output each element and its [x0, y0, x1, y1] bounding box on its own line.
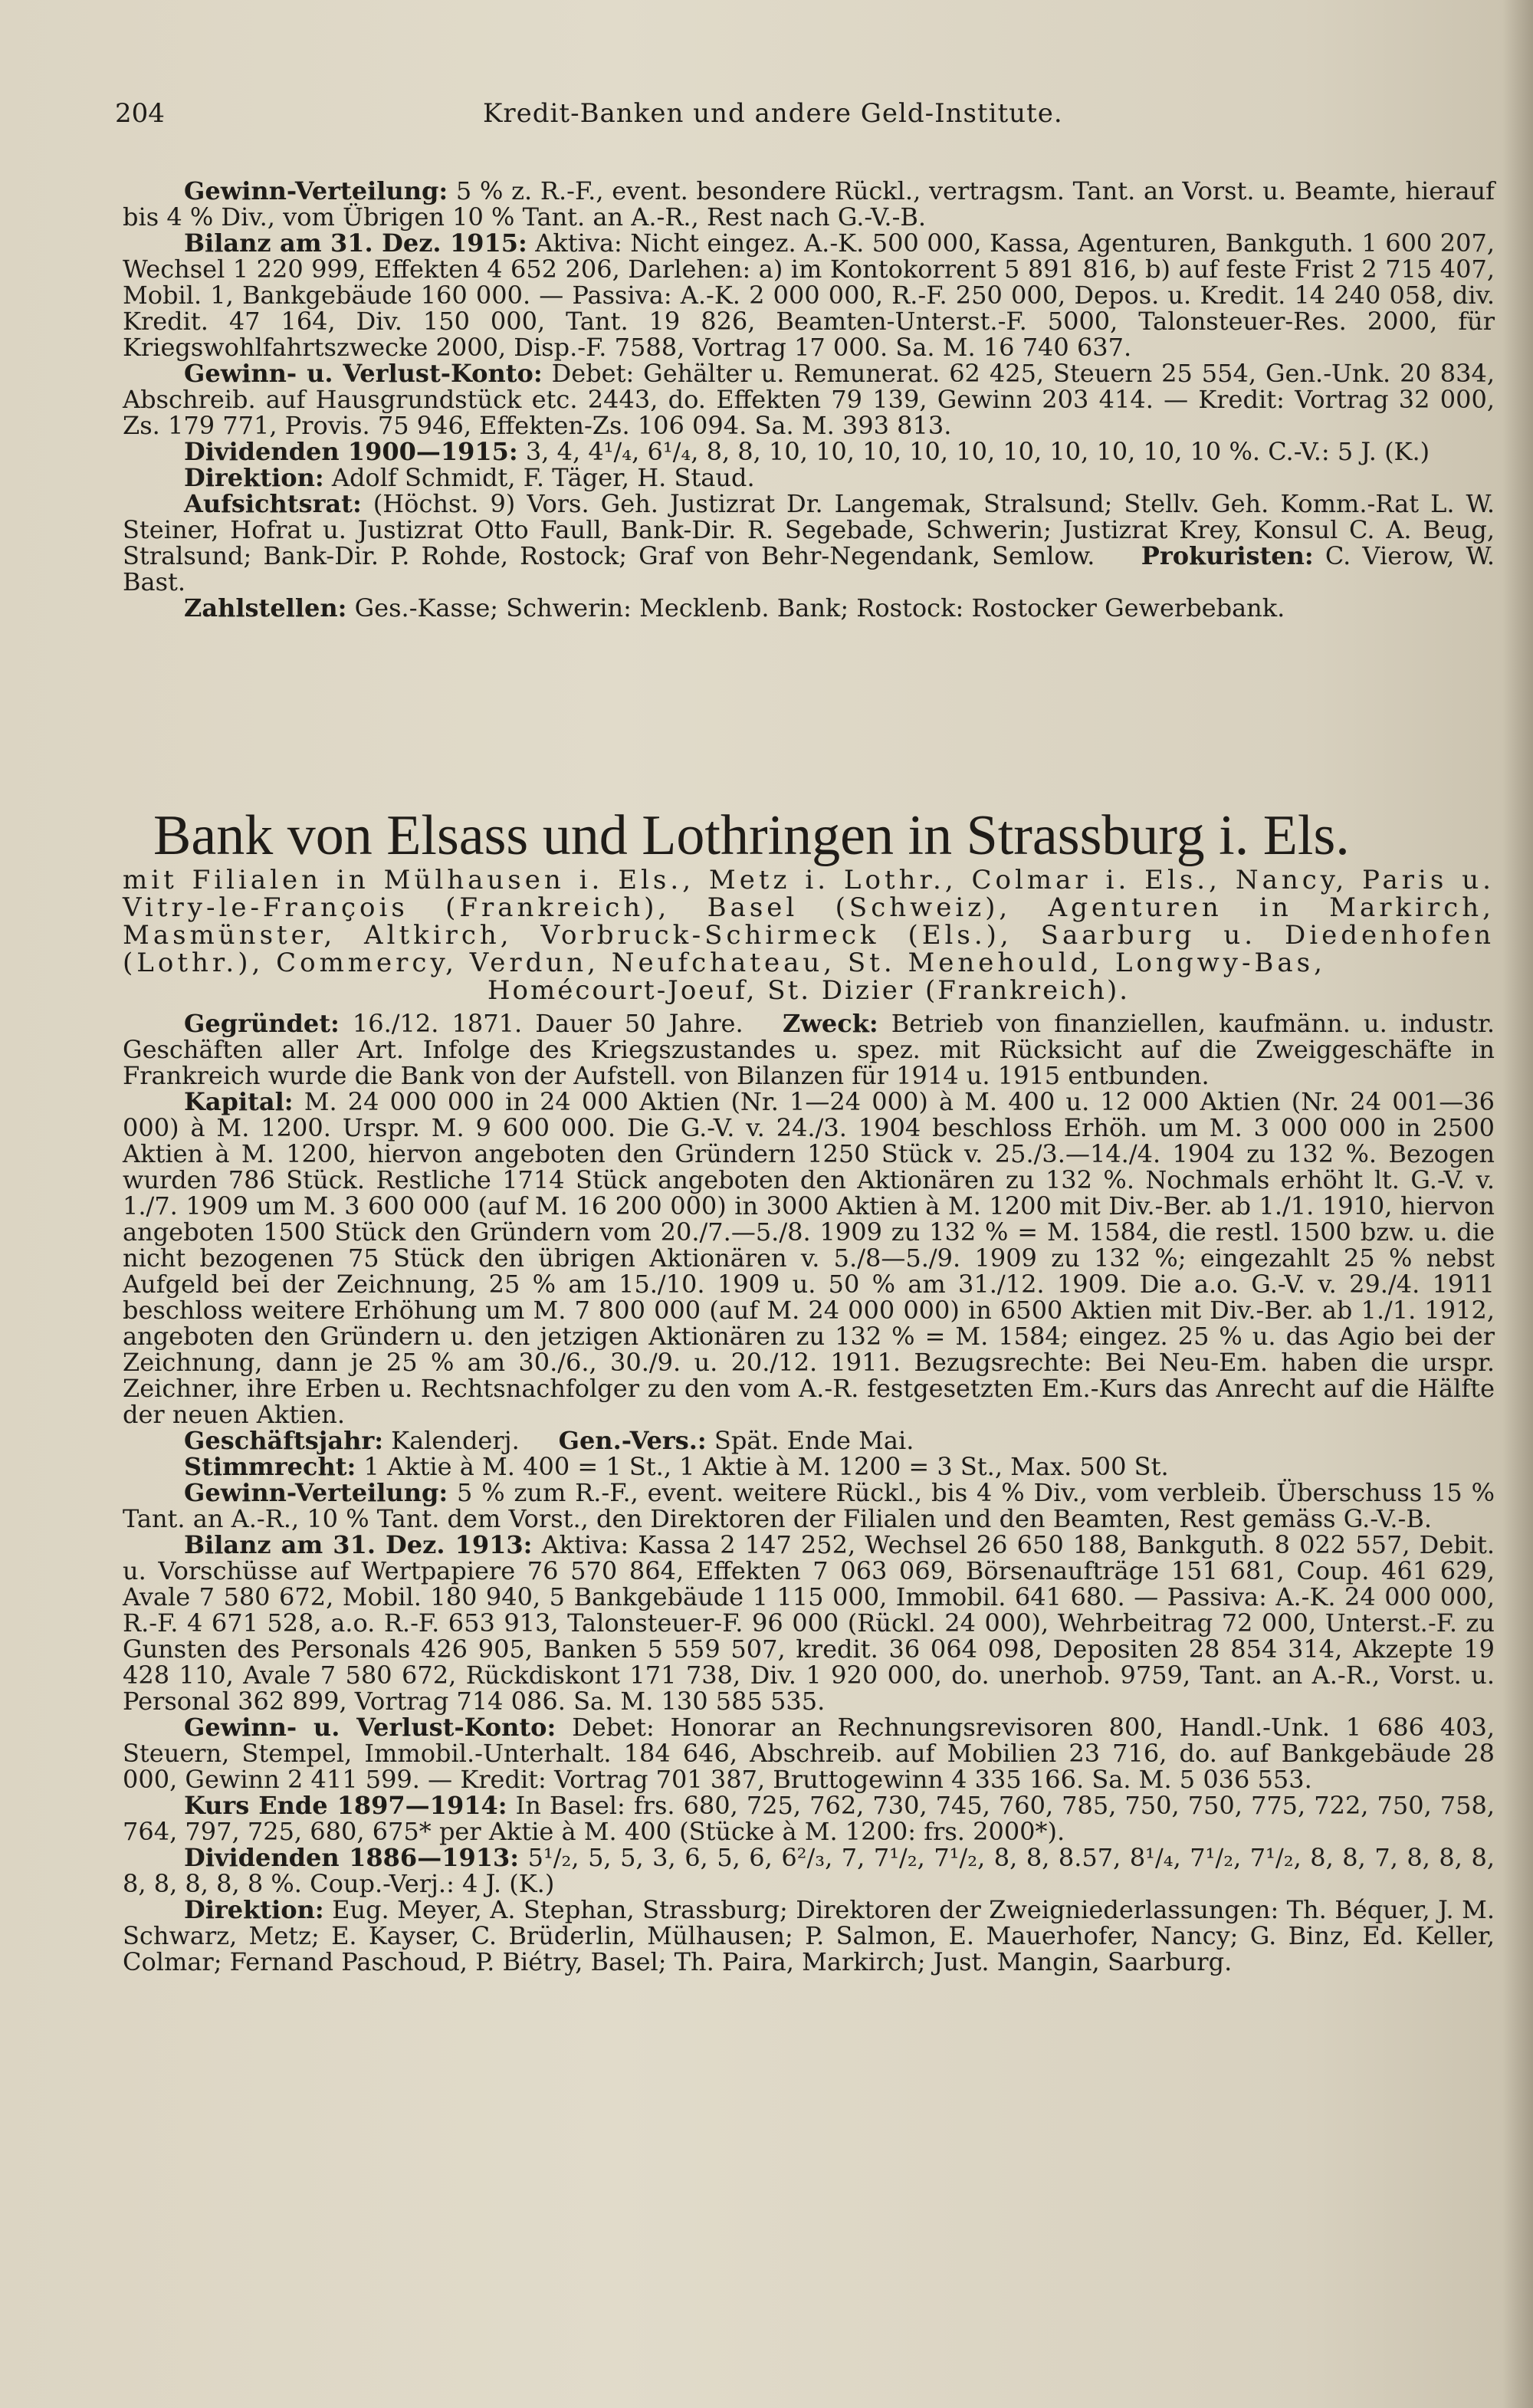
paragraph-dividenden: Dividenden 1900—1915: 3, 4, 4¹/₄, 6¹/₄, 8, 8, 10, 10, 10, 10, 10, 10, 10, 10, 10, 10 %. C.-V.: 5 J. (K.) [184, 437, 1430, 466]
paragraph-gewinn-verteilung-bank: Gewinn-Verteilung: 5 % zum R.-F., event. weitere Rückl., bis 4 % Div., vom verbleib. Überschuss 15 % Tant. an A.-R., 10 % Tant. dem Vorst., den Direktoren der Filialen und den Beamten, Rest gemäss G.-V.-B. [123, 1478, 1495, 1533]
page-edge-shadow [1502, 0, 1533, 2408]
paragraph-direktion-bank: Direktion: Eug. Meyer, A. Stephan, Strassburg; Direktoren der Zweigniederlassungen: Th. Béquer, J. M. Schwarz, Metz; E. Kayser, C. Brüderlin, Mülhausen; P. Salmon, E. Mauerhofer, Nancy; G. Binz, Ed. Keller, Colmar; Fernand Paschoud, P. Biétry, Basel; Th. Paira, Markirch; Just. Mangin, Saarburg. [123, 1895, 1495, 1976]
paragraph-dividenden-bank: Dividenden 1886—1913: 5¹/₂, 5, 5, 3, 6, 5, 6, 6²/₃, 7, 7¹/₂, 7¹/₂, 8, 8, 8.57, 8¹/₄, 7¹/₂, 7¹/₂, 8, 8, 7, 8, 8, 8, 8, 8, 8, 8, 8 %. Coup.-Verj.: 4 J. (K.) [123, 1843, 1495, 1898]
bank-entry [123, 1010, 1495, 1975]
page-header [115, 98, 1495, 136]
bank-branches [123, 866, 1495, 1004]
paragraph-kapital: Kapital: M. 24 000 000 in 24 000 Aktien (Nr. 1—24 000) à M. 400 u. 12 000 Aktien (Nr. 24 001—36 000) à M. 1200. Urspr. M. 9 600 000. Die G.-V. v. 24./3. 1904 beschloss Erhöh. um M. 3 000 000 in 2500 Aktien à M. 1200, hiervon angeboten den Gründern 1250 Stück v. 25./3.—14./4. 1904 zu 132 %. Bezogen wurden 786 Stück. Restliche 1714 Stück angeboten den Aktionären zu 132 %. Nochmals erhöht lt. G.-V. v. 1./7. 1909 um M. 3 600 000 (auf M. 16 200 000) in 3000 Aktien à M. 1200 mit Div.-Ber. ab 1./1. 1910, hiervon angeboten 1500 Stück den Gründern vom 20./7.—5./8. 1909 zu 132 % = M. 1584, die restl. 1500 bzw. u. die nicht bezogenen 75 Stück den übrigen Aktionären v. 5./8—5./9. 1909 zu 132 %; eingezahlt 25 % nebst Aufgeld bei der Zeichnung, 25 % am 15./10. 1909 u. 50 % am 31./12. 1909. Die a.o. G.-V. v. 29./4. 1911 beschloss weitere Erhöhung um M. 7 800 000 (auf M. 24 000 000) in 6500 Aktien mit Div.-Ber. ab 1./1. 1912, angeboten den Gründern u. den jetzigen Aktionären zu 132 % = M. 1584; eingez. 25 % u. das Agio bei der Zeichnung, dann je 25 % am 30./6., 30./9. u. 20./12. 1911. Bezugsrechte: Bei Neu-Em. haben die urspr. Zeichner, ihre Erben u. Rechtsnachfolger zu den vom A.-R. festgesetzten Em.-Kurs das Anrecht auf die Hälfte der neuen Aktien. [123, 1087, 1495, 1429]
branches-last-line: Homécourt-Joeuf, St. Dizier (Frankreich). [487, 975, 1131, 1006]
paragraph-gegruendet: Gegründet: 16./12. 1871. Dauer 50 Jahre. Zweck: Betrieb von finanziellen, kaufmänn. u. industr. Geschäften aller Art. Infolge des Kriegszustandes u. spez. mit Rücksicht auf die Zweiggeschäfte in Frankreich wurde die Bank von der Aufstell. von Bilanzen für 1914 u. 1915 entbunden. [123, 1009, 1495, 1090]
paragraph-geschaeftsjahr: Geschäftsjahr: Kalenderj. Gen.-Vers.: Spät. Ende Mai. [184, 1426, 914, 1455]
paragraph-gewinn-verteilung: Gewinn-Verteilung: 5 % z. R.-F., event. besondere Rückl., vertragsm. Tant. an Vorst. u. Beamte, hierauf bis 4 % Div., vom Übrigen 10 % Tant. an A.-R., Rest nach G.-V.-B. [123, 176, 1495, 232]
bank-title: Bank von Elsass und Lothringen in Strassburg i. Els. [153, 804, 1350, 867]
paragraph-direktion: Direktion: Adolf Schmidt, F. Täger, H. Staud. [184, 463, 755, 492]
previous-entry [123, 178, 1495, 621]
paragraph-kurs: Kurs Ende 1897—1914: In Basel: frs. 680, 725, 762, 730, 745, 760, 785, 750, 750, 775, 722, 750, 758, 764, 797, 725, 680, 675* per Aktie à M. 400 (Stücke à M. 1200: frs. 2000*). [123, 1791, 1495, 1846]
paragraph-stimmrecht: Stimmrecht: 1 Aktie à M. 400 = 1 St., 1 Aktie à M. 1200 = 3 St., Max. 500 St. [184, 1452, 1169, 1481]
page-number: 204 [115, 98, 165, 129]
paragraph-gewinn-verlust: Gewinn- u. Verlust-Konto: Debet: Gehälter u. Remunerat. 62 425, Steuern 25 554, Gen.-Unk. 20 834, Abschreib. auf Hausgrundstück etc. 2443, do. Effekten 79 139, Gewinn 203 414. — Kredit: Vortrag 32 000, Zs. 179 771, Provis. 75 946, Effekten-Zs. 106 094. Sa. M. 393 813. [123, 359, 1495, 440]
paragraph-aufsichtsrat: Aufsichtsrat: (Höchst. 9) Vors. Geh. Justizrat Dr. Langemak, Stralsund; Stellv. Geh. Komm.-Rat L. W. Steiner, Hofrat u. Justizrat Otto Faull, Bank-Dir. R. Segebade, Schwerin; Justizrat Krey, Konsul C. A. Beug, Stralsund; Bank-Dir. P. Rohde, Rostock; Graf von Behr-Negendank, Semlow. Prokuristen: C. Vierow, W. Bast. [123, 489, 1495, 596]
paragraph-bilanz-1915: Bilanz am 31. Dez. 1915: Aktiva: Nicht eingez. A.-K. 500 000, Kassa, Agenturen, Bankguth. 1 600 207, Wechsel 1 220 999, Effekten 4 652 206, Darlehen: a) im Kontokorrent 5 891 816, b) auf feste Frist 2 715 407, Mobil. 1, Bankgebäude 160 000. — Passiva: A.-K. 2 000 000, R.-F. 250 000, Depos. u. Kredit. 14 240 058, div. Kredit. 47 164, Div. 150 000, Tant. 19 826, Beamten-Unterst.-F. 5000, Talonsteuer-Res. 2000, für Kriegswohlfahrtszwecke 2000, Disp.-F. 7588, Vortrag 17 000. Sa. M. 16 740 637. [123, 228, 1495, 362]
paragraph-zahlstellen: Zahlstellen: Ges.-Kasse; Schwerin: Mecklenb. Bank; Rostock: Rostocker Gewerbebank. [184, 593, 1285, 623]
paragraph-gewinn-verlust-bank: Gewinn- u. Verlust-Konto: Debet: Honorar an Rechnungsrevisoren 800, Handl.-Unk. 1 686 403, Steuern, Stempel, Immobil.-Unterhalt. 184 646, Abschreib. auf Mobilien 23 716, do. auf Bankgebäude 28 000, Gewinn 2 411 599. — Kredit: Vortrag 701 387, Bruttogewinn 4 335 166. Sa. M. 5 036 553. [123, 1713, 1495, 1794]
branches-text: mit Filialen in Mülhausen i. Els., Metz i. Lothr., Colmar i. Els., Nancy, Paris u. Vitry-le-François (Frankreich), Basel (Schweiz), Agenturen in Markirch, Masmünster, Altkirch, Vorbruck-Schirmeck (Els.), Saarburg u. Diedenhofen (Lothr.), Commercy, Verdun, Neufchateau, St. Menehould, Longwy-Bas, [123, 865, 1495, 978]
running-title: Kredit-Banken und andere Geld-Institute. [483, 98, 1063, 129]
paragraph-bilanz-1913: Bilanz am 31. Dez. 1913: Aktiva: Kassa 2 147 252, Wechsel 26 650 188, Bankguth. 8 022 557, Debit. u. Vorschüsse auf Wertpapiere 76 570 864, Effekten 7 063 069, Börsenaufträge 151 681, Coup. 461 629, Avale 7 580 672, Mobil. 180 940, 5 Bankgebäude 1 115 000, Immobil. 641 680. — Passiva: A.-K. 24 000 000, R.-F. 4 671 528, a.o. R.-F. 653 913, Talonsteuer-F. 96 000 (Rückl. 24 000), Wehrbeitrag 72 000, Unterst.-F. zu Gunsten des Personals 426 905, Banken 5 559 507, kredit. 36 064 098, Depositen 28 854 314, Akzepte 19 428 110, Avale 7 580 672, Rückdiskont 171 738, Div. 1 920 000, do. unerhob. 9759, Tant. an A.-R., Vorst. u. Personal 362 899, Vortrag 714 086. Sa. M. 130 585 535. [123, 1530, 1495, 1716]
